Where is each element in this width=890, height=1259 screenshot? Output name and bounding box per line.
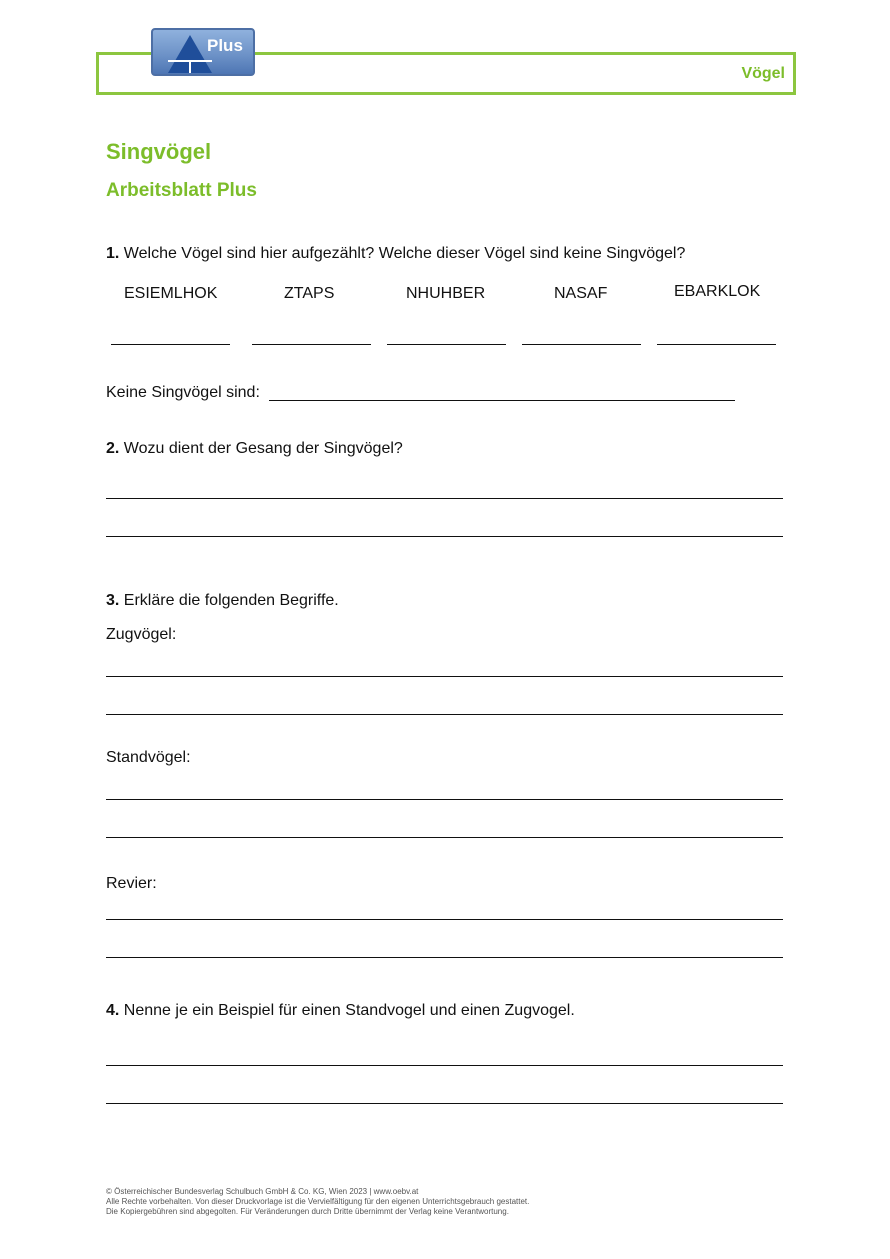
question-number: 2. [106,440,120,457]
scrambled-word: NHUHBER [406,285,486,302]
answer-blank[interactable] [522,344,641,345]
term-label: Standvögel: [106,749,191,766]
scrambled-word: ZTAPS [284,285,335,302]
answer-line[interactable] [106,1065,783,1066]
scrambled-word: NASAF [554,285,608,302]
question-text: Wozu dient der Gesang der Singvögel? [123,440,403,457]
question-1 [106,245,685,263]
answer-line[interactable] [106,957,783,958]
question-3 [106,592,339,610]
answer-line[interactable] [106,536,783,537]
footer-copyright: © Österreichischer Bundesverlag Schulbuch GmbH & Co. KG, Wien 2023 | www.oebv.at [106,1187,419,1196]
scrambled-word: EBARKLOK [674,283,761,300]
question-text: Nenne je ein Beispiel für einen Standvogel und einen Zugvogel. [123,1002,575,1019]
question-4 [106,1002,575,1020]
header-topic: Vögel [741,65,785,82]
question-text: Welche Vögel sind hier aufgezählt? Welche dieser Vögel sind keine Singvögel? [123,245,686,262]
question-number: 4. [106,1002,120,1019]
question-number: 3. [106,592,120,609]
answer-line[interactable] [106,714,783,715]
answer-line[interactable] [269,400,735,401]
answer-blank[interactable] [252,344,371,345]
question-number: 1. [106,245,120,262]
answer-blank[interactable] [387,344,506,345]
answer-blank[interactable] [111,344,230,345]
term-label: Zugvögel: [106,626,177,643]
plus-logo [151,28,255,76]
answer-line[interactable] [106,676,783,677]
answer-line[interactable] [106,837,783,838]
term-label: Revier: [106,875,157,892]
answer-line[interactable] [106,799,783,800]
footer-rights: Alle Rechte vorbehalten. Von dieser Druckvorlage ist die Vervielfältigung für den eigenen Unterrichtsgebrauch gestattet. [106,1197,530,1206]
answer-line[interactable] [106,1103,783,1104]
page-subtitle: Arbeitsblatt Plus [106,180,257,201]
logo-text: Plus [207,36,243,55]
question-text: Erkläre die folgenden Begriffe. [123,592,339,609]
keine-singvoegel-label: Keine Singvögel sind: [106,384,260,401]
answer-blank[interactable] [657,344,776,345]
answer-line[interactable] [106,498,783,499]
question-2 [106,440,403,458]
triangle-logo-icon [168,35,212,73]
page-title: Singvögel [106,139,212,164]
answer-line[interactable] [106,919,783,920]
footer [106,1187,529,1217]
scrambled-word: ESIEMLHOK [124,285,218,302]
footer-disclaimer: Die Kopiergebühren sind abgegolten. Für Veränderungen durch Dritte übernimmt der Verlag keine Verantwortung. [106,1207,509,1216]
